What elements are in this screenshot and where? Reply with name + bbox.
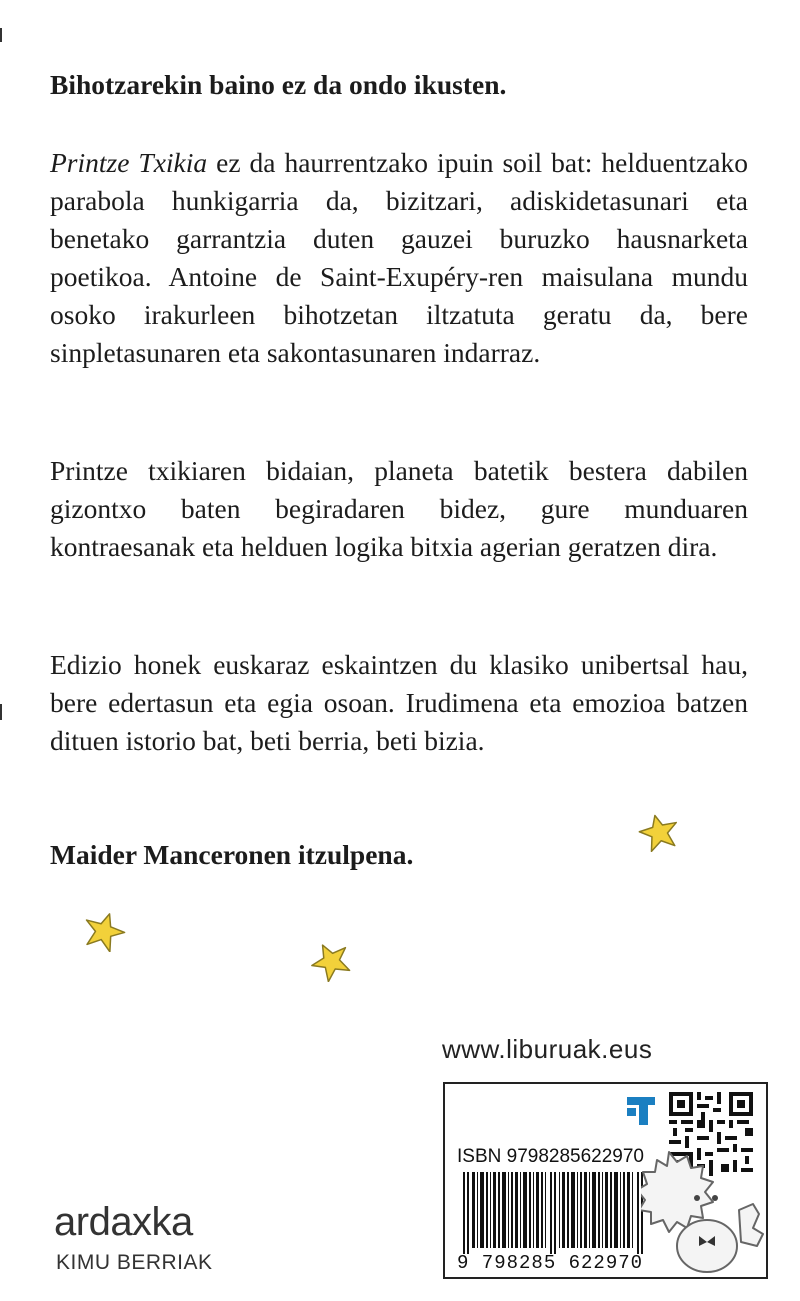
description-paragraph-2: Printze txikiaren bidaian, planeta batetik bestera dabilen gizontxo baten begiradaren bidez, gure munduaren kontraesanak eta helduen logika bitxia agerian geratzen dira. [50,455,748,562]
mascot-illustration [641,1140,771,1280]
description-paragraph-3: Edizio honek euskaraz eskaintzen du klasiko unibertsal hau, bere edertasun eta egia osoan. Irudimena eta emozioa batzen dituen istorio bat, beti berria, beti bizia. [50,649,748,756]
isbn-label: ISBN 9798285622970 [457,1146,644,1167]
star-icon-center [308,940,354,982]
website-url: www.liburuak.eus [442,1034,653,1064]
book-title: Printze Txikia [50,147,208,178]
publisher-mark-icon [623,1092,661,1130]
description-paragraph-1 [50,144,748,372]
star-icon-left [80,910,128,952]
publisher-logo-name: ardaxka [54,1200,193,1244]
page-edge-mark-middle [0,704,2,720]
ean-digits: 9 798285 622970 [457,1252,644,1274]
star-icon-right [636,812,682,852]
barcode-box [443,1082,768,1279]
description-paragraph-1-text: ez da haurrentzako ipuin soil bat: helduentzako parabola hunkigarria da, bizitzari, adiskidetasunari eta benetako garrantzia duten gauzei buruzko hausnarketa poetikoa. Antoine de Saint-Exupéry-ren maisulana mundu osoko irakurleen bihotzetan iltzatuta geratu da, bere sinpletasunaren eta sakontasunaren indarraz. [50,147,748,368]
tagline: Bihotzarekin baino ez da ondo ikusten. [50,69,507,100]
translator-credit: Maider Manceronen itzulpena. [50,839,414,870]
barcode-bars [463,1172,649,1254]
page-edge-mark-top [0,28,2,42]
publisher-series: KIMU BERRIAK [56,1251,213,1274]
